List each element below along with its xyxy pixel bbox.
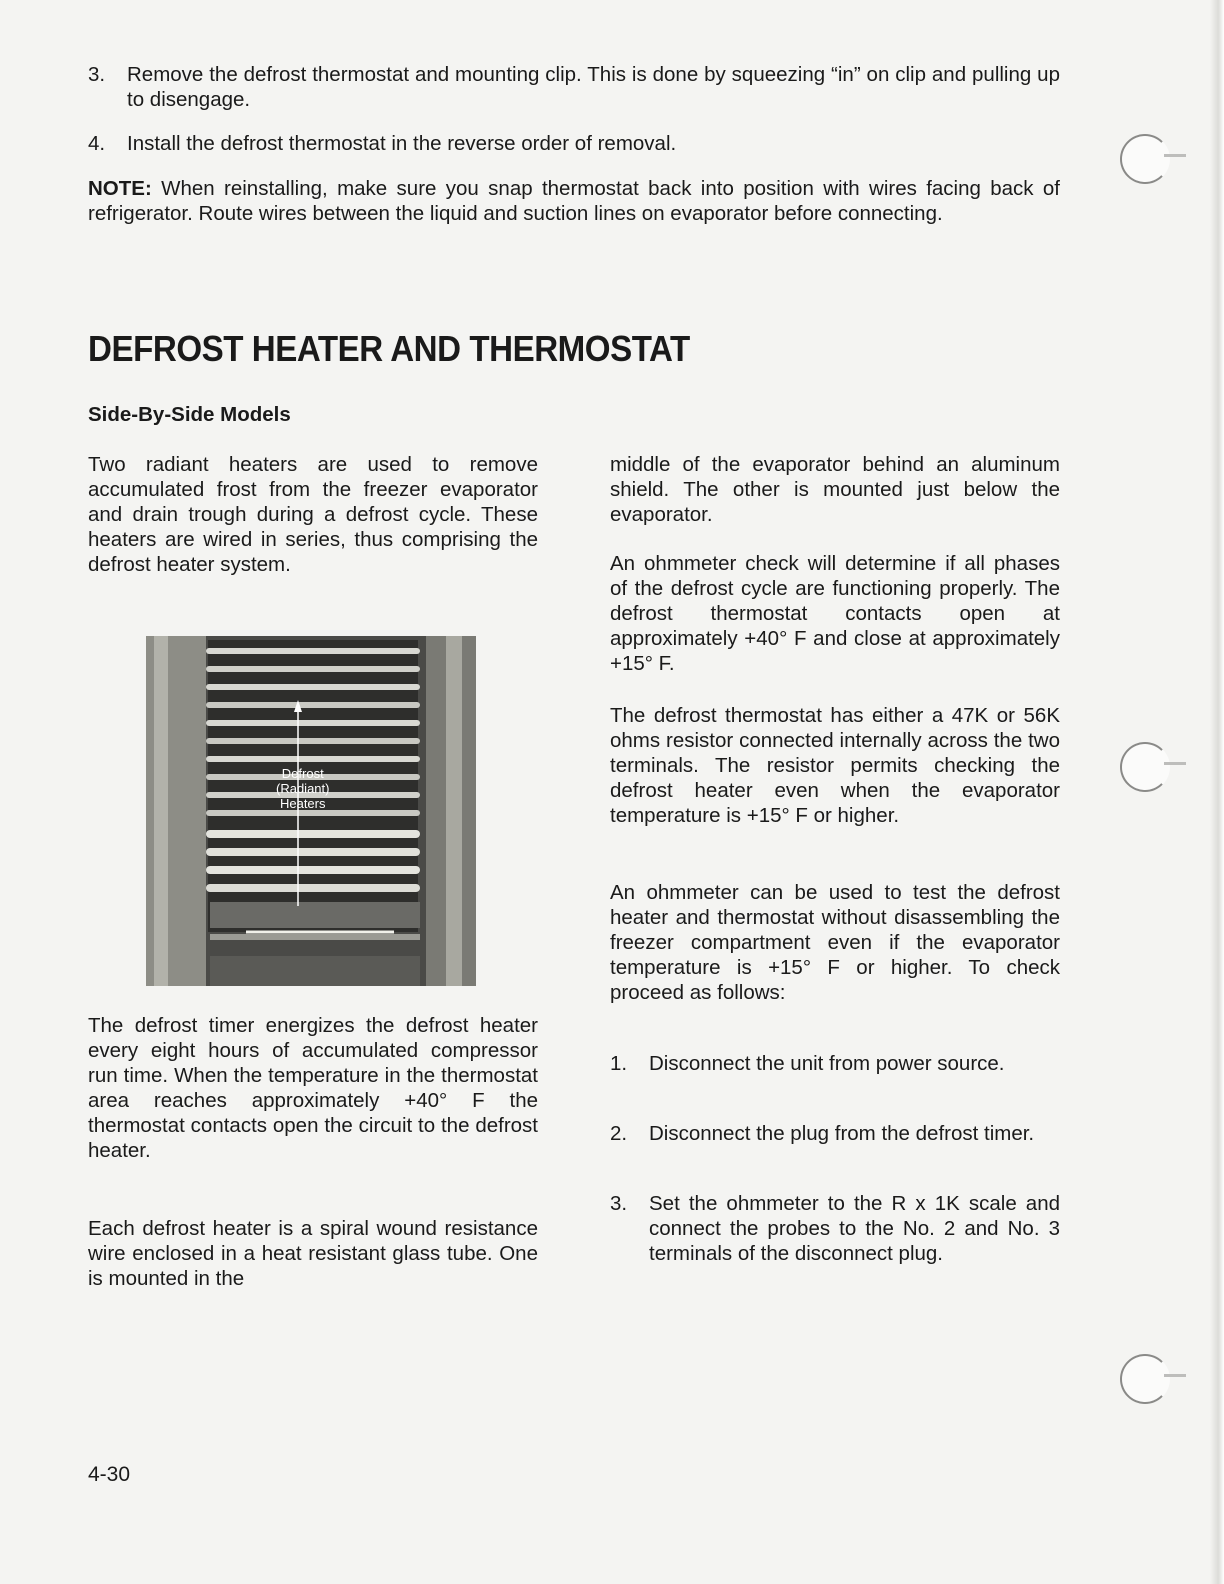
right-paragraph-2: An ohmmeter check will determine if all phases of the defrost cycle are functioning properly. The defrost thermostat contacts open at approximately +40° F and close at approximately +15° F.: [610, 552, 1060, 675]
right-step-1: [610, 1051, 1060, 1101]
caption-line-1: Defrost: [281, 766, 324, 781]
step-text: Install the defrost thermostat in the reverse order of removal.: [127, 132, 677, 155]
photo-caption: [276, 766, 329, 811]
step-text: Set the ohmmeter to the R x 1K scale and connect the probes to the No. 2 and No. 3 terminals of the disconnect plug.: [649, 1192, 1060, 1265]
step-number: 3.: [610, 1192, 628, 1215]
right-paragraph-1: middle of the evaporator behind an aluminum shield. The other is mounted just below the evaporator.: [610, 453, 1060, 526]
note-label: NOTE:: [88, 177, 152, 200]
right-paragraph-3: The defrost thermostat has either a 47K or 56K ohms resistor connected internally across the two terminals. The resistor permits checking the defrost heater even when the evaporator temperature is +15° F or higher.: [610, 704, 1060, 827]
binder-hole-middle: [1120, 742, 1170, 792]
section-title: DEFROST HEATER AND THERMOSTAT: [88, 328, 690, 369]
evaporator-illustration: [146, 636, 476, 986]
page-number: 4-30: [88, 1463, 131, 1486]
step-number: 1.: [610, 1052, 628, 1075]
note-text: When reinstalling, make sure you snap thermostat back into position with wires facing back of refrigerator. Route wires between the liquid and suction lines on evaporator before connecting.: [88, 177, 1060, 225]
subsection-title: Side-By-Side Models: [88, 403, 291, 426]
step-number: 2.: [610, 1122, 628, 1145]
step-text: Remove the defrost thermostat and mounting clip. This is done by squeezing “in” on clip and pulling up to disengage.: [127, 63, 1060, 111]
binder-hole-top: [1120, 134, 1170, 184]
caption-line-2: (Radiant): [276, 781, 330, 796]
note-paragraph: [88, 176, 1060, 226]
left-paragraph-1: Two radiant heaters are used to remove accumulated frost from the freezer evaporator and drain trough during a defrost cycle. These heaters are wired in series, thus comprising the defrost heater system.: [88, 453, 538, 576]
left-paragraph-2: The defrost timer energizes the defrost heater every eight hours of accumulated compressor run time. When the temperature in the thermostat area reaches approximately +40° F the thermostat contacts open the circuit to the defrost heater.: [88, 1014, 538, 1162]
left-paragraph-3: Each defrost heater is a spiral wound resistance wire enclosed in a heat resistant glass tube. One is mounted in the: [88, 1217, 538, 1290]
step-3-top: [88, 62, 1060, 112]
defrost-heaters-photo: [146, 636, 476, 986]
right-paragraph-4: An ohmmeter can be used to test the defrost heater and thermostat without disassembling the freezer compartment even if the evaporator temperature is +15° F or higher. To check proceed as follows:: [610, 881, 1060, 1004]
binder-hole-bottom: [1120, 1354, 1170, 1404]
step-text: Disconnect the unit from power source.: [649, 1052, 1005, 1075]
right-step-2: [610, 1121, 1060, 1171]
page-edge: [1210, 0, 1224, 1584]
right-step-3: [610, 1191, 1060, 1291]
step-number: 3.: [88, 63, 106, 86]
step-text: Disconnect the plug from the defrost timer.: [649, 1122, 1035, 1145]
step-number: 4.: [88, 132, 106, 155]
step-4-top: [88, 131, 1060, 156]
caption-line-3: Heaters: [279, 796, 326, 811]
